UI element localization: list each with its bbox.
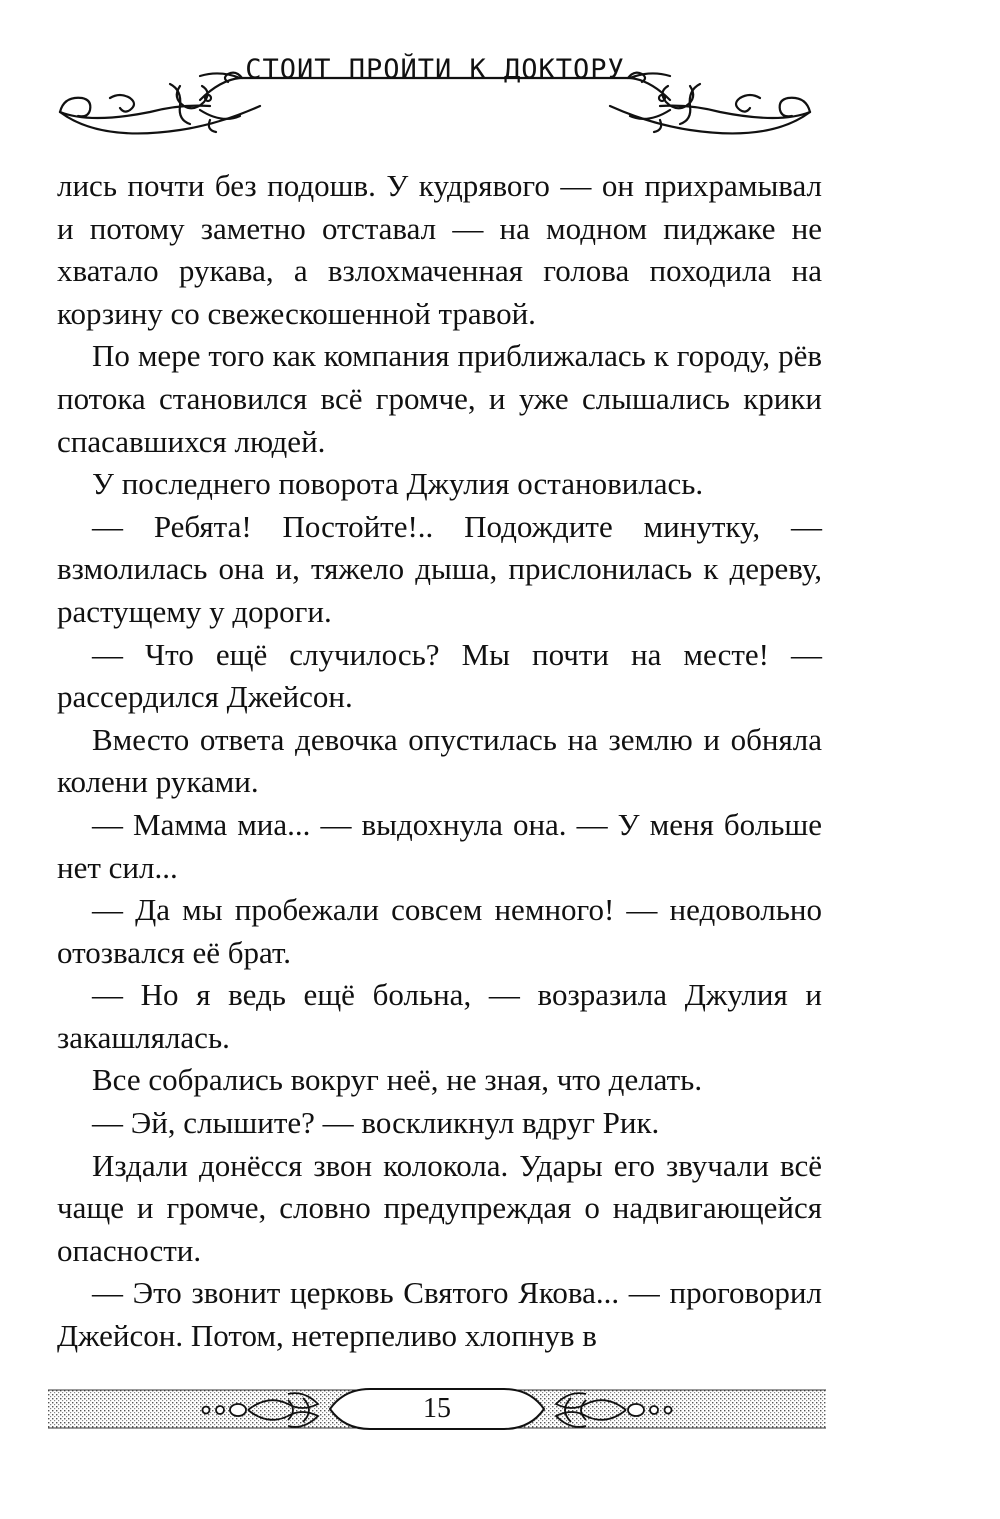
paragraph-9: — Но я ведь ещё больна, — возразила Джулия и закашлялась. bbox=[57, 977, 822, 1055]
page-header bbox=[50, 40, 820, 150]
paragraph-7: — Мамма миа... — выдохнула она. — У меня больше нет сил... bbox=[57, 806, 822, 885]
paragraph-13: — Это звонит церковь Святого Якова... — проговорил Джейсон. Потом, нетерпеливо хлопнув в bbox=[57, 1275, 822, 1354]
paragraph-8: — Да мы пробежали совсем немного! — недовольно отозвался её брат. bbox=[57, 892, 822, 970]
page-footer bbox=[48, 1386, 826, 1432]
paragraph-10: Все собрались вокруг неё, не зная, что делать. bbox=[92, 1062, 703, 1098]
paragraph-12: Издали донёсся звон колокола. Удары его звучали всё чаще и громче, словно предупреждая о надвигающейся опасности. bbox=[57, 1147, 822, 1268]
paragraph-3: У последнего поворота Джулия остановилась. bbox=[92, 466, 704, 502]
paragraph-6: Вместо ответа девочка опустилась на землю и обняла колени руками. bbox=[57, 721, 822, 800]
paragraph-11: — Эй, слышите? — воскликнул вдруг Рик. bbox=[92, 1105, 660, 1141]
paragraph-2: По мере того как компания приближалась к городу, рёв потока становился всё громче, и уже слышались крики спасавшихся людей. bbox=[57, 338, 822, 459]
body-text bbox=[57, 165, 822, 1358]
page-number: 15 bbox=[423, 1393, 451, 1424]
paragraph-1: лись почти без подошв. У кудрявого — он прихрамывал и потому заметно отставал — на модном пиджаке не хватало рукава, а взлохмаченная голова походила на корзину со свежескошенной травой. bbox=[57, 168, 822, 331]
paragraph-4: — Ребята! Постойте!.. Подождите минутку, — взмолилась она и, тяжело дыша, прислонилась к дереву, растущему у дороги. bbox=[57, 508, 822, 629]
running-title: СТОИТ ПРОЙТИ К ДОКТОРУ bbox=[245, 54, 625, 85]
paragraph-5: — Что ещё случилось? Мы почти на месте! — рассердился Джейсон. bbox=[57, 636, 822, 715]
